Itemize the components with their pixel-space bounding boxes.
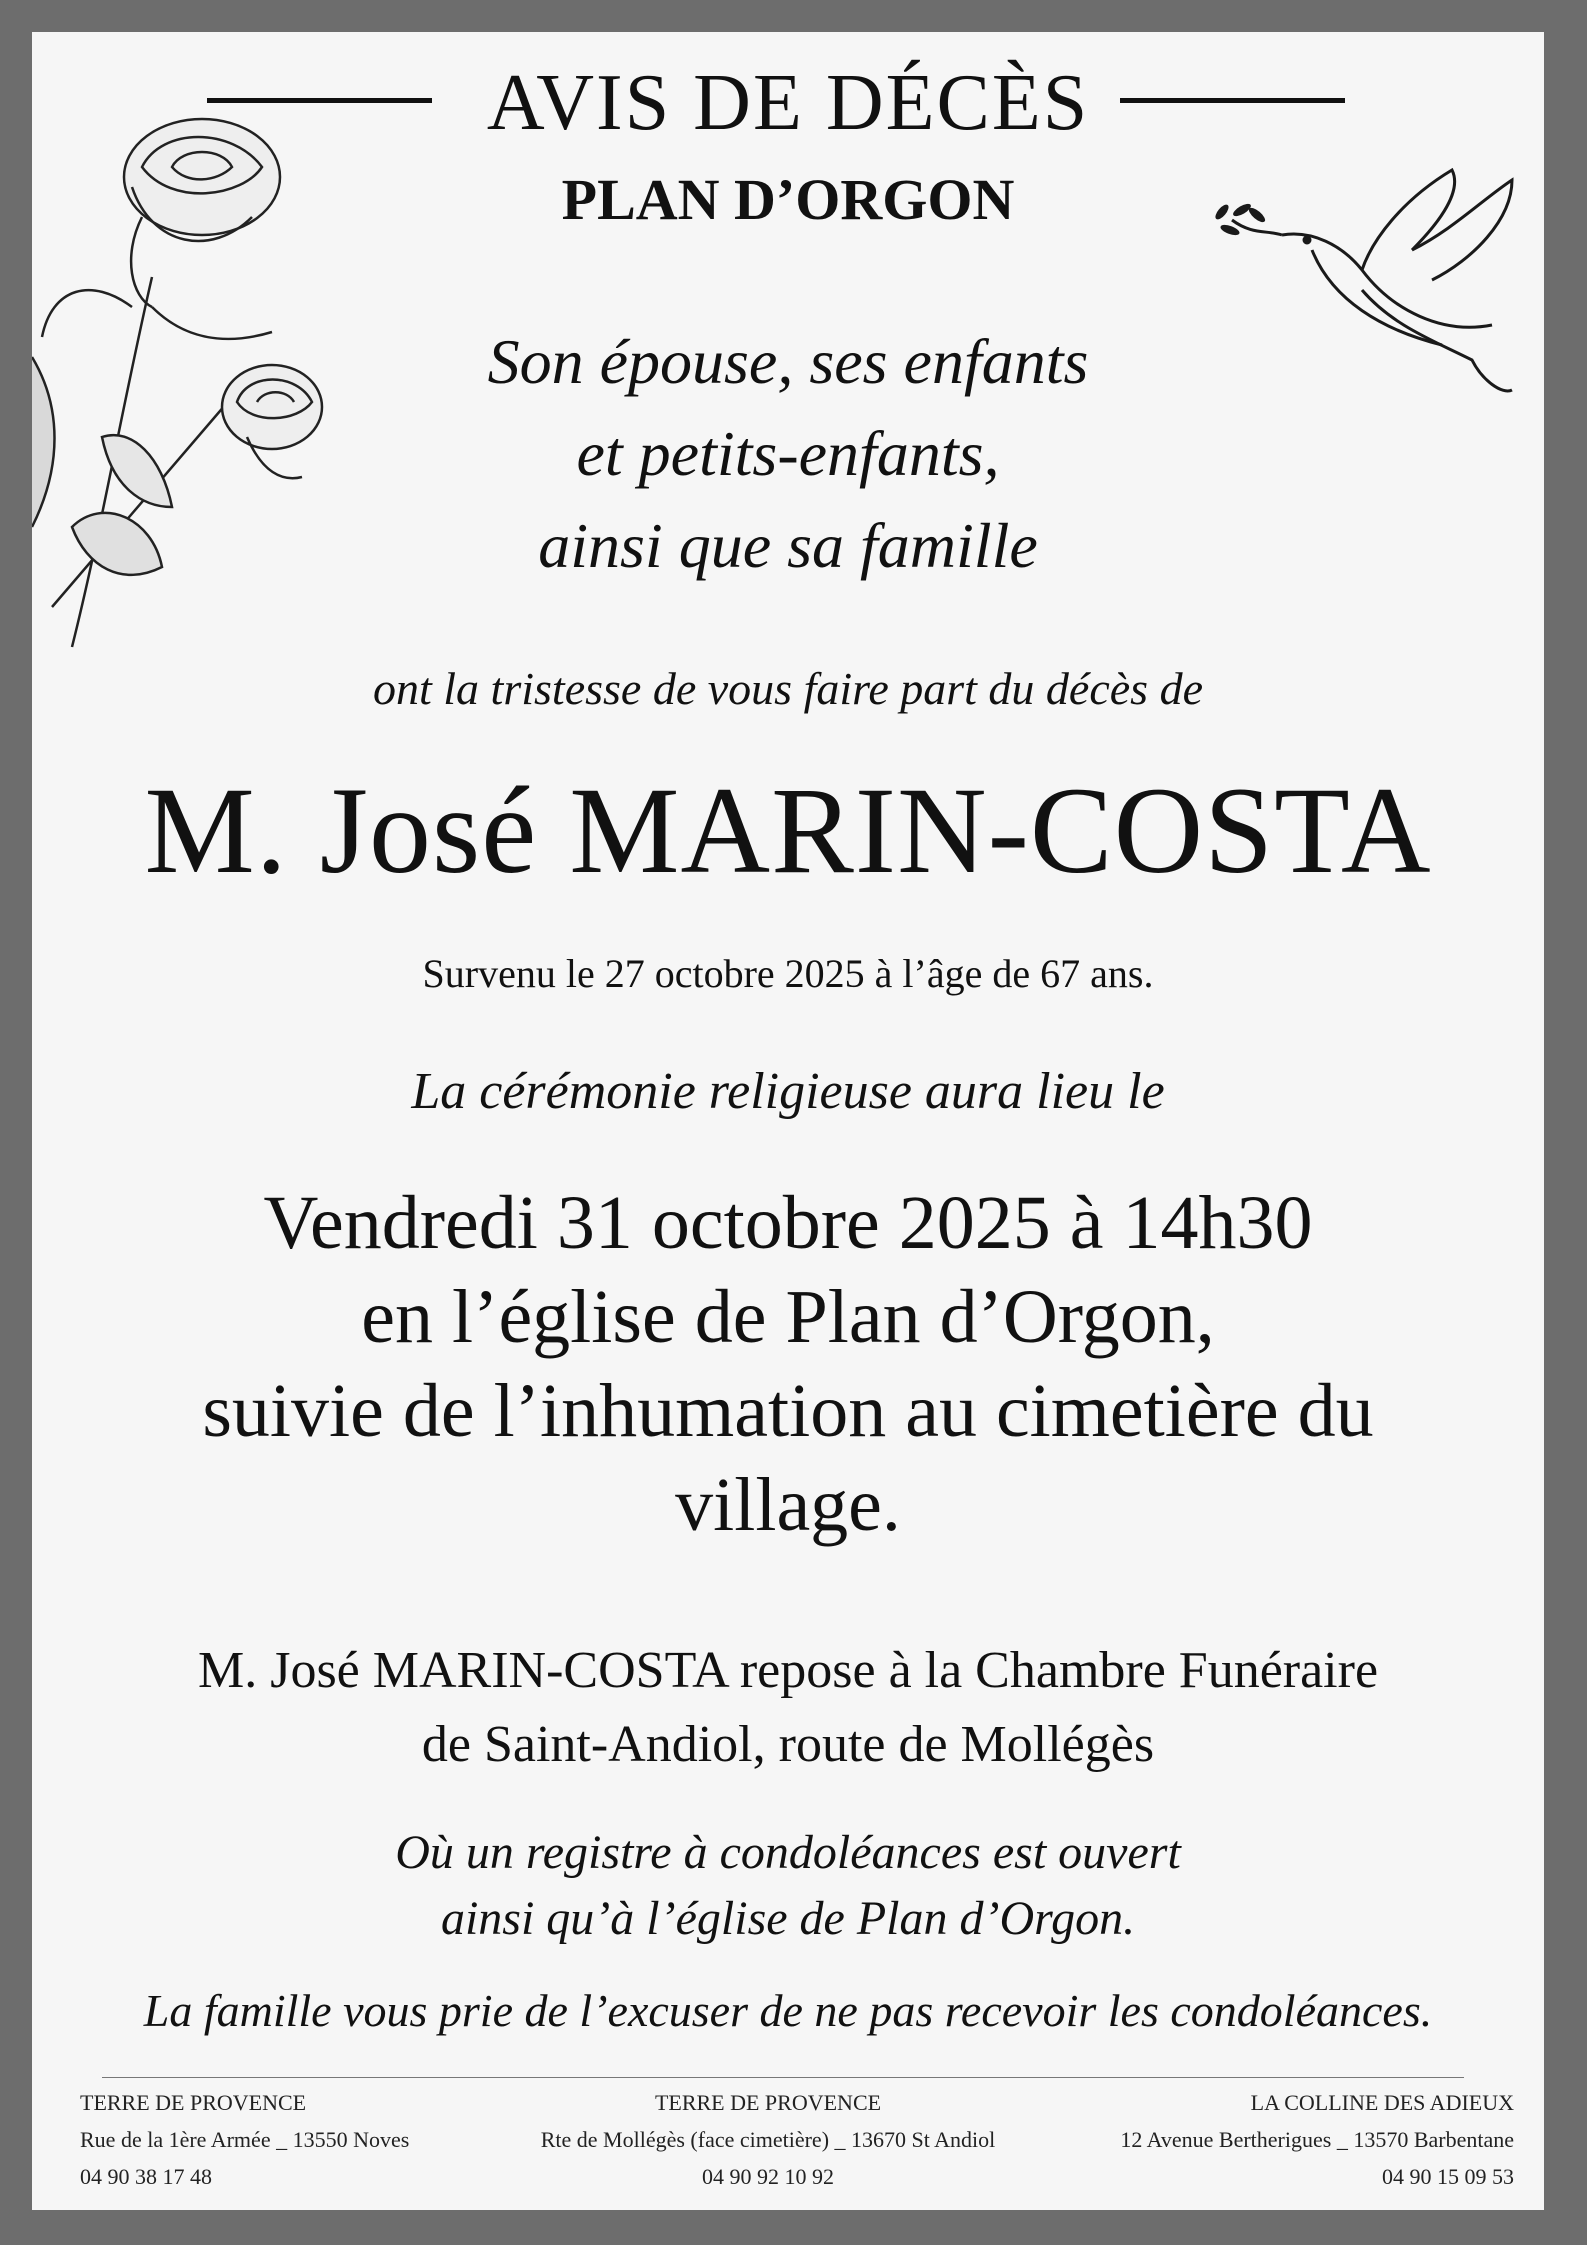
notice-place: PLAN D’ORGON: [561, 167, 1015, 232]
repose-line: M. José MARIN-COSTA repose à la Chambre Funéraire: [197, 1642, 1379, 1699]
notice-title: AVIS DE DÉCÈS: [486, 59, 1090, 147]
footer-agency-barbentane: [1120, 2084, 1514, 2195]
agency-name: TERRE DE PROVENCE: [80, 2090, 307, 2115]
repose-line: de Saint-Andiol, route de Mollégès: [421, 1716, 1155, 1773]
ceremony-line: en l’église de Plan d’Orgon,: [361, 1275, 1215, 1359]
agency-address: Rue de la 1ère Armée _ 13550 Noves: [80, 2127, 410, 2152]
family-note: La famille vous prie de l’excuser de ne pas recevoir les condoléances.: [143, 1985, 1433, 2036]
ceremony-details: [32, 1176, 1544, 1552]
footer-agency-st-andiol: [488, 2084, 1048, 2195]
footer-agency-noves: [80, 2084, 409, 2195]
ceremony-line: village.: [675, 1463, 901, 1547]
repose-block: [32, 1634, 1544, 1782]
announcement-intro: ont la tristesse de vous faire part du décès de: [373, 663, 1203, 714]
agency-address: Rte de Mollégès (face cimetière) _ 13670 St Andiol: [540, 2127, 996, 2152]
ceremony-line: suivie de l’inhumation au cimetière du: [202, 1369, 1374, 1453]
deceased-name: M. José MARIN-COSTA: [144, 762, 1432, 899]
agency-phone: 04 90 92 10 92: [702, 2164, 834, 2189]
agency-phone: 04 90 38 17 48: [80, 2164, 212, 2189]
agency-address: 12 Avenue Bertherigues _ 13570 Barbentane: [1120, 2127, 1514, 2152]
family-block: [32, 316, 1544, 592]
registry-line: Où un registre à condoléances est ouvert: [395, 1826, 1181, 1879]
agency-name: TERRE DE PROVENCE: [654, 2090, 882, 2115]
family-line: et petits-enfants,: [576, 418, 1000, 489]
death-date-age: Survenu le 27 octobre 2025 à l’âge de 67 ans.: [422, 951, 1154, 996]
agency-name: LA COLLINE DES ADIEUX: [1250, 2090, 1514, 2115]
death-notice-sheet: [32, 32, 1544, 2210]
footer-divider: [102, 2077, 1464, 2078]
family-line: ainsi que sa famille: [538, 510, 1038, 581]
registry-block: [32, 1820, 1544, 1952]
family-line: Son épouse, ses enfants: [487, 326, 1089, 397]
ceremony-intro: La cérémonie religieuse aura lieu le: [411, 1063, 1165, 1120]
registry-line: ainsi qu’à l’église de Plan d’Orgon.: [440, 1892, 1136, 1945]
ceremony-line: Vendredi 31 octobre 2025 à 14h30: [263, 1181, 1313, 1265]
agency-phone: 04 90 15 09 53: [1382, 2164, 1514, 2189]
